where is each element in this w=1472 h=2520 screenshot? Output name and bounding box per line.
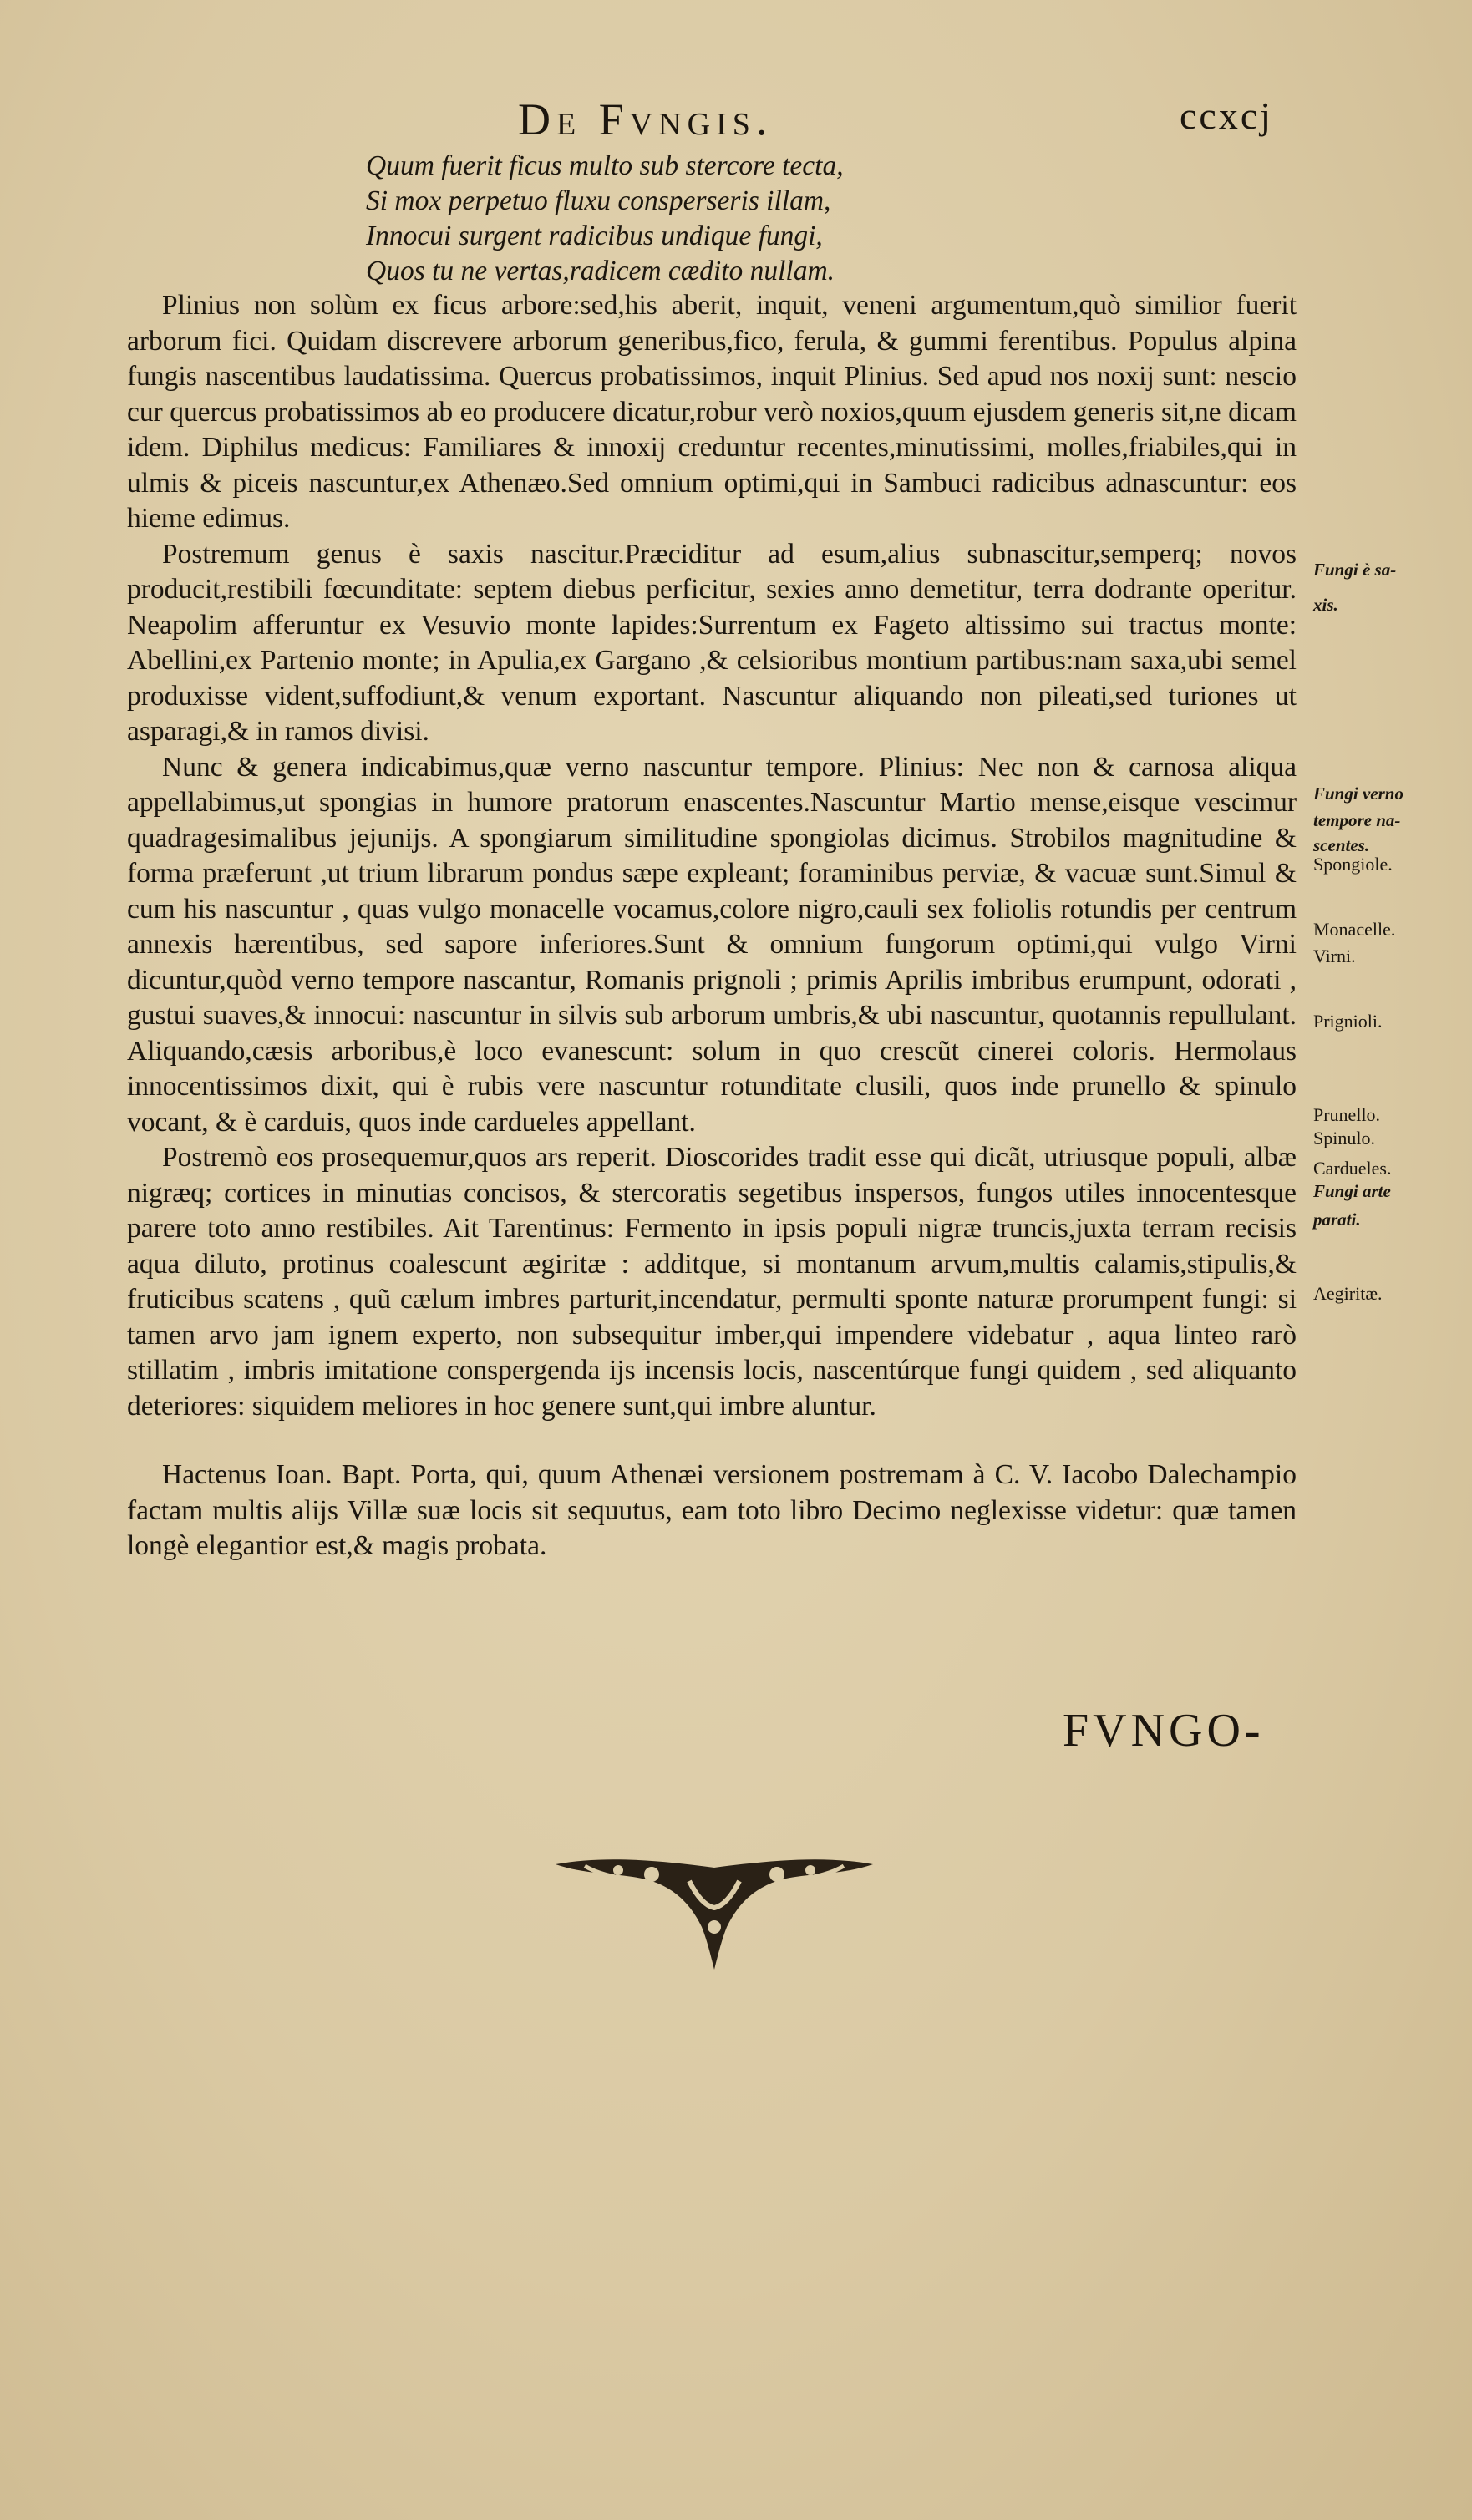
verse-line: Innocui surgent radicibus undique fungi, (366, 221, 823, 251)
main-text (127, 288, 1297, 1564)
paragraph: Postremò eos prosequemur,quos ars reperit. Dioscorides tradit esse qui dicãt, utriusque populi, albæ nigræq; cortices in minutias concisos, & stercoratis segetibus inspersos, fungos utiles innocentesque parere toto anno restibiles. Ait Tarentinus: Fermento in ipsis populi nigræ truncis,juxta terram recisis aqua diluto, protinus coalescunt ægiritæ : additque, si montanum arvum,multis calamis,stipulis,& fruticibus scatens , quũ cælum imbres parturit,incendatur, permulti sponte naturæ prorumpent fungi: si tamen arvo jam ignem experto, non subsequitur imber,qui impendere videbatur , aqua linteo rarò stillatim , imbris imitatione conspergenda ijs incensis locis, nascentúrque fungi quidem , sed aliquanto deteriores: siquidem meliores in hoc genere sunt,qui imbre aluntur. (127, 1142, 1297, 1422)
margin-note: Prignioli. (1313, 1011, 1383, 1032)
margin-note: Monacelle. (1313, 919, 1396, 940)
margin-note: Fungi è sa- (1313, 560, 1397, 580)
paragraph: Nunc & genera indicabimus,quæ verno nascuntur tempore. Plinius: Nec non & carnosa aliqua appellabimus,ut spongias in humore pratorum enascentes.Nascuntur Martio mense,eisque vescimur quadragesimalibus jejunijs. A spongiarum similitudine spongiolas dicimus. Strobilos magnitudine & forma præferunt ,ut trium librarum pondus sæpe expleant; foraminibus perviæ, & vacuæ sunt.Simul & cum his nascuntur , quas vulgo monacelle vocamus,colore nigro,cauli sex foliolis rotundis per centrum annexis hærentibus, sed sapore inferiores.Sunt & omnium fungorum optimi,qui vulgo Virni dicuntur,quòd verno tempore nascantur, Romanis prignoli ; primis Aprilis imbribus erumpunt, odorati , gustui suaves,& innocui: nascuntur in silvis sub arborum umbris,& ubi nascuntur, quotannis repullulant. Aliquando,cæsis arboribus,è loco evanescunt: solum in quo crescũt cinerei coloris. Hermolaus innocentissimos dixit, qui è rubis vere nascuntur rotunditate clusili, quos inde prunello & spinulo vocant, & è carduis, quos inde cardueles appellant. (127, 751, 1297, 1138)
margin-note: Virni. (1313, 946, 1356, 966)
margin-note: Cardueles. (1313, 1158, 1392, 1179)
margin-note: Aegiritæ. (1313, 1283, 1383, 1304)
paragraph: Postremum genus è saxis nascitur.Præciditur ad esum,alius subnascitur,semperq; novos producit,restibili fœcunditate: septem diebus perficitur, sexies anno demetitur, terra dodrante operitur. Neapolim afferuntur ex Vesuvio monte lapides:Surrentum ex Fageto altissimo sui tractus monte: Abellini,ex Partenio monte; in Apulia,ex Gargano ,& celsioribus montium partibus:nam saxa,ubi semel produxisse vident,suffodiunt,& venum exportant. Nascuntur aliquando non pileati,sed turiones ut asparagi,& in ramos divisi. (127, 538, 1297, 747)
margin-note: Prunello. (1313, 1104, 1381, 1125)
margin-note: Spinulo. (1313, 1128, 1375, 1148)
ornament-icon (551, 1848, 877, 1973)
margin-note: Spongiole. (1313, 854, 1393, 875)
paragraph: Plinius non solùm ex ficus arbore:sed,his aberit, inquit, veneni argumentum,quò similior fuerit arborum fici. Quidam discrevere arborum generibus,fico, ferula, & gummi ferentibus. Populus alpina fungis nascentibus laudatissima. Quercus probatissimos, inquit Plinius. Sed apud nos noxij sunt: nescio cur quercus probatissimos ab eo producere dicatur,robur verò noxios,quum ejusdem generis sit,ne dicam idem. Diphilus medicus: Familiares & innoxij creduntur recentes,minutissimi, molles,friabiles,qui in ulmis & piceis nascuntur,ex Athenæo.Sed omnium optimi,qui in Sambuci radicibus adnascuntur: eos hieme edimus. (127, 290, 1297, 534)
folio-number: ccxcj (1180, 94, 1274, 137)
margin-note: scentes. (1313, 835, 1370, 855)
verse-line: Quos tu ne vertas,radicem cædito nullam. (366, 256, 835, 286)
margin-note: parati. (1313, 1209, 1361, 1230)
verse-quotation (366, 149, 844, 289)
catchword: FVNGO- (1063, 1705, 1265, 1757)
verse-line: Quum fuerit ficus multo sub stercore tecta, (366, 150, 844, 181)
margin-note: tempore na- (1313, 810, 1401, 830)
closing-paragraph: Hactenus Ioan. Bapt. Porta, qui, quum Athenæi versionem postremam à C. V. Iacobo Dalechampio factam multis alijs Villæ suæ locis sit sequutus, eam toto libro Decimo neglexisse videtur: quæ tamen longè elegantior est,& magis probata. (127, 1459, 1297, 1561)
running-head: De Fvngis. (518, 94, 774, 145)
margin-note: Fungi arte (1313, 1181, 1391, 1201)
verse-line: Si mox perpetuo fluxu consperseris illam, (366, 185, 831, 216)
margin-note: xis. (1313, 595, 1338, 615)
margin-note: Fungi verno (1313, 783, 1403, 804)
